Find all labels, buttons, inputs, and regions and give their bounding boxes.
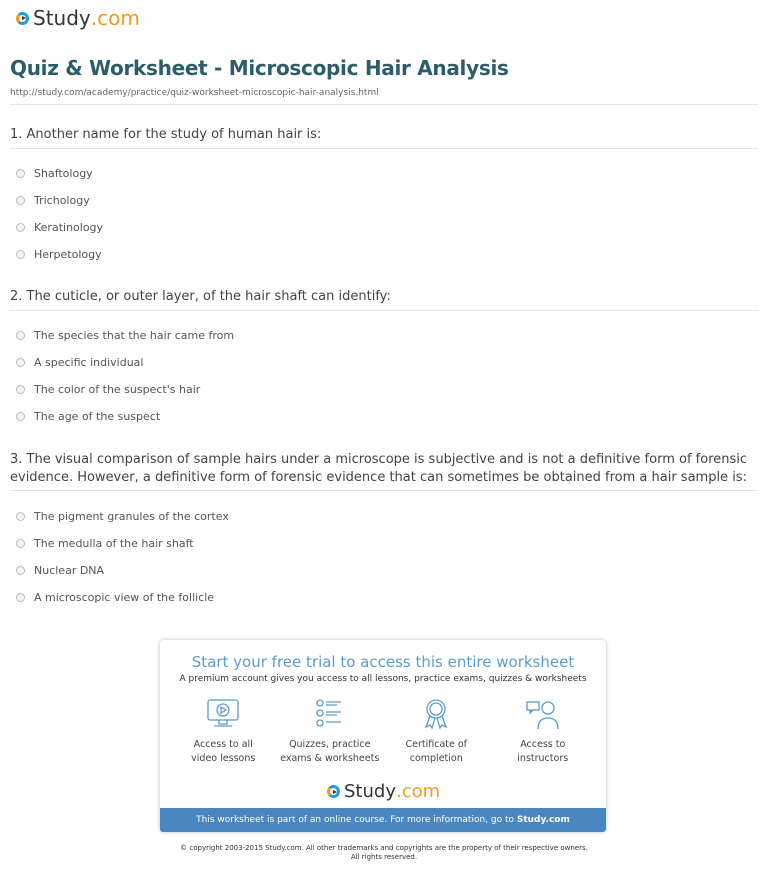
certificate-ribbon-icon xyxy=(419,698,453,730)
copyright xyxy=(0,844,768,862)
feature-instructors: Access to instructors xyxy=(493,698,593,766)
play-icon xyxy=(16,12,29,25)
study-logo[interactable] xyxy=(16,6,140,30)
question-text: 3. The visual comparison of sample hairs under a microscope is subjective and is not a definitive form of forensic evidence. However, a definitive form of forensic evidence that can sometimes be obtained from a hair sample is: xyxy=(10,452,748,485)
promo-title: Start your free trial to access this entire worksheet xyxy=(191,653,575,671)
radio-button[interactable] xyxy=(16,539,25,548)
answer-option[interactable] xyxy=(16,356,143,369)
radio-button[interactable] xyxy=(16,385,25,394)
radio-button[interactable] xyxy=(16,512,25,521)
logo-text: Study xyxy=(344,781,396,802)
feature-quizzes: Quizzes, practice exams & worksheets xyxy=(280,698,380,766)
option-label: The species that the hair came from xyxy=(34,329,235,342)
answer-option[interactable] xyxy=(16,221,103,234)
radio-button[interactable] xyxy=(16,593,25,602)
copyright-text: © copyright 2003-2015 Study.com. All other trademarks and copyrights are the property of their respective owners. xyxy=(180,844,588,852)
feature-video: Access to all video lessons xyxy=(173,698,273,766)
answer-option[interactable] xyxy=(16,167,93,180)
option-label: Shaftology xyxy=(34,167,93,180)
page-url: http://study.com/academy/practice/quiz-worksheet-microscopic-hair-analysis.html xyxy=(10,88,379,98)
answer-option[interactable] xyxy=(16,410,160,423)
option-label: A specific individual xyxy=(34,356,144,369)
logo-text: Study xyxy=(33,6,91,30)
study-logo-footer xyxy=(327,781,440,802)
radio-button[interactable] xyxy=(16,412,25,421)
option-label: The age of the suspect xyxy=(34,410,161,423)
option-label: The pigment granules of the cortex xyxy=(34,510,229,523)
feature-certificate: Certificate of completion xyxy=(386,698,486,766)
question-text: 2. The cuticle, or outer layer, of the hair shaft can identify: xyxy=(10,289,391,304)
radio-button[interactable] xyxy=(16,169,25,178)
divider xyxy=(10,310,758,311)
option-label: The medulla of the hair shaft xyxy=(34,537,194,550)
radio-button[interactable] xyxy=(16,358,25,367)
promo-box xyxy=(160,640,606,832)
question-text: 1. Another name for the study of human hair is: xyxy=(10,127,322,142)
play-icon xyxy=(327,785,340,798)
divider xyxy=(10,148,758,149)
option-label: Herpetology xyxy=(34,248,102,261)
logo-tld: .com xyxy=(395,781,441,802)
option-label: A microscopic view of the follicle xyxy=(34,591,215,604)
answer-option[interactable] xyxy=(16,383,200,396)
page-title: Quiz & Worksheet - Microscopic Hair Analysis xyxy=(10,56,509,80)
course-info-bar xyxy=(160,808,606,832)
radio-button[interactable] xyxy=(16,223,25,232)
checklist-icon xyxy=(313,698,347,730)
option-label: The color of the suspect's hair xyxy=(34,383,201,396)
divider xyxy=(10,104,758,105)
radio-button[interactable] xyxy=(16,250,25,259)
bar-text: This worksheet is part of an online course. For more information, go to xyxy=(196,815,517,825)
answer-option[interactable] xyxy=(16,537,194,550)
answer-option[interactable] xyxy=(16,564,104,577)
answer-option[interactable] xyxy=(16,194,90,207)
answer-option[interactable] xyxy=(16,329,234,342)
radio-button[interactable] xyxy=(16,196,25,205)
radio-button[interactable] xyxy=(16,331,25,340)
logo-tld: .com xyxy=(90,6,140,30)
divider xyxy=(10,490,758,491)
study-link[interactable]: Study.com xyxy=(516,815,570,825)
option-label: Trichology xyxy=(34,194,90,207)
video-monitor-icon xyxy=(206,698,240,730)
rights-text: All rights reserved. xyxy=(350,853,418,861)
option-label: Nuclear DNA xyxy=(34,564,105,577)
instructor-chat-icon xyxy=(526,698,560,730)
option-label: Keratinology xyxy=(34,221,104,234)
answer-option[interactable] xyxy=(16,510,229,523)
answer-option[interactable] xyxy=(16,591,214,604)
radio-button[interactable] xyxy=(16,566,25,575)
promo-subtitle: A premium account gives you access to all lessons, practice exams, quizzes & worksheets xyxy=(179,674,587,684)
answer-option[interactable] xyxy=(16,248,102,261)
